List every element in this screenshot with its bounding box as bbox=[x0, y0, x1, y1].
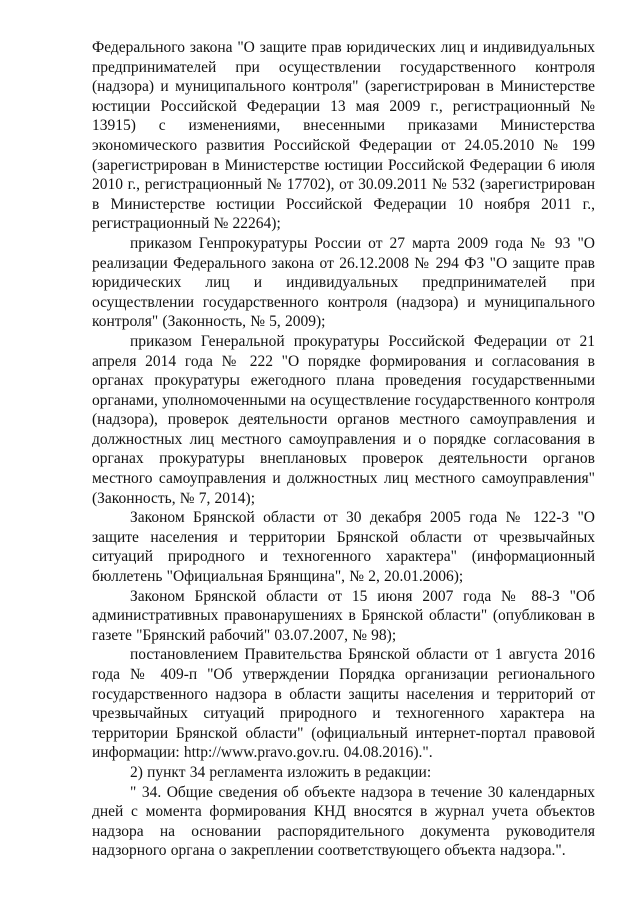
paragraph-genprokuratura-order: приказом Генпрокуратуры России от 27 марта 2009 года № 93 "О реализации Федерального закона от 26.12.2008 № 294 ФЗ "О защите прав юридических лиц и индивидуальных предпринимателей при осуществлении государственного контроля (надзора) и муниципального контроля" (Законность, № 5, 2009); bbox=[92, 234, 595, 331]
paragraph-bryansk-law-122: Законом Брянской области от 30 декабря 2005 года № 122-З "О защите населения и территории Брянской области от чрезвычайных ситуаций природного и техногенного характера" (информационный бюллетень "Официальная Брянщина", № 2, 20.01.2006); bbox=[92, 509, 595, 586]
paragraph-government-resolution: постановлением Правительства Брянской области от 1 августа 2016 года № 409-п "Об утверждении Порядка организации регионального государственного надзора в области защиты населения и территорий от чрезвычайных ситуаций природного и техногенного характера на территории Брянской области" (официальный интернет-портал правовой информации: http://www.pravo.gov.ru. 04.08.2016).". bbox=[92, 646, 595, 762]
paragraph-item-2: 2) пункт 34 регламента изложить в редакции: bbox=[130, 763, 432, 781]
document-body bbox=[92, 38, 595, 861]
paragraph-bryansk-law-88: Законом Брянской области от 15 июня 2007 года № 88-З "Об административных правонарушениях в Брянской области" (опубликован в газете "Брянский рабочий" 03.07.2007, № 98); bbox=[92, 587, 595, 644]
paragraph-item-34: " 34. Общие сведения об объекте надзора в течение 30 календарных дней с момента формирования КНД вносятся в журнал учета объектов надзора на основании распорядительного документа руководителя надзорного органа о закреплении соответствующего объекта надзора.". bbox=[92, 783, 595, 860]
paragraph-general-prosecutor-order: приказом Генеральной прокуратуры Российской Федерации от 21 апреля 2014 года № 222 "О порядке формирования и согласования в органах прокуратуры ежегодного плана проведения государственными органами, уполномоченными на осуществление государственного контроля (надзора), проверок деятельности органов местного самоуправления и должностных лиц местного самоуправления и о порядке согласования в органах прокуратуры внеплановых проверок деятельности органов местного самоуправления и должностных лиц местного самоуправления" (Законность, № 7, 2014); bbox=[92, 332, 595, 507]
paragraph-federal-law-continuation: Федерального закона "О защите прав юридических лиц и индивидуальных предпринимателей при осуществлении государственного контроля (надзора) и муниципального контроля" (зарегистрирован в Министерстве юстиции Российской Федерации 13 мая 2009 г., регистрационный № 13915) с изменениями, внесенными приказами Министерства экономического развития Российской Федерации от 24.05.2010 № 199 (зарегистрирован в Министерстве юстиции Российской Федерации 6 июля 2010 г., регистрационный № 17702), от 30.09.2011 № 532 (зарегистрирован в Министерстве юстиции Российской Федерации 10 ноября 2011 г., регистрационный № 22264); bbox=[92, 39, 595, 233]
